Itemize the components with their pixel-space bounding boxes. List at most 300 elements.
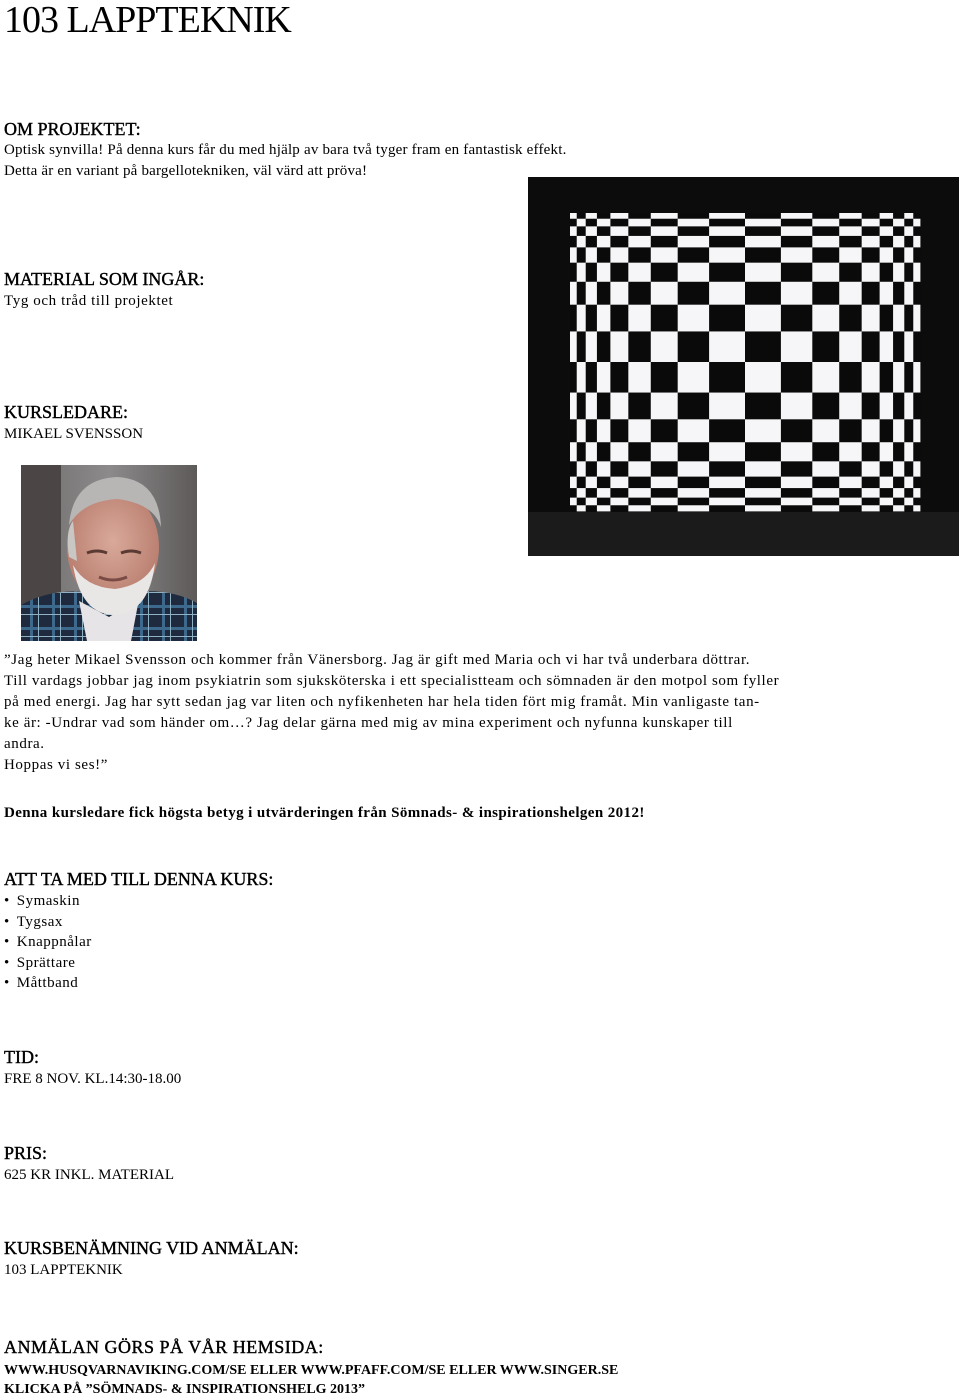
quilt-square	[893, 498, 905, 506]
time-text: FRE 8 NOV. KL.14:30-18.00	[4, 1071, 182, 1087]
quilt-square	[781, 236, 813, 248]
checkerboard-quilt-image	[528, 177, 959, 556]
instructor-name: MIKAEL SVENSSON	[4, 426, 144, 442]
quilt-square	[913, 282, 920, 305]
quilt-square	[610, 505, 628, 511]
quilt-square	[570, 477, 577, 489]
quilt-square	[880, 263, 894, 283]
quilt-square	[913, 362, 920, 393]
registration-urls[interactable]: WWW.HUSQVARNAVIKING.COM/SE ELLER WWW.PFAFF.COM/SE ELLER WWW.SINGER.SE	[4, 1363, 619, 1378]
quilt-square	[812, 236, 839, 248]
quilt-square	[628, 393, 651, 420]
quilt-square	[904, 488, 913, 498]
quilt-square	[597, 477, 611, 489]
quilt-square	[586, 505, 598, 511]
quilt-square	[913, 505, 920, 511]
quilt-square	[904, 498, 913, 506]
quilt-square	[781, 213, 813, 219]
quilt-square	[812, 393, 839, 420]
project-line-2: Detta är en variant på bargellotekniken, väl värd att pröva!	[4, 163, 368, 179]
quilt-square	[862, 236, 880, 248]
quilt-square	[597, 488, 611, 498]
quilt-square	[862, 213, 880, 219]
quilt-square	[904, 213, 913, 219]
quilt-square	[610, 419, 628, 442]
quilt-square	[651, 498, 678, 506]
quilt-square	[586, 488, 598, 498]
quilt-square	[880, 219, 894, 227]
quilt-square	[745, 488, 781, 498]
quilt-square	[597, 236, 611, 248]
quilt-square	[586, 419, 598, 442]
quilt-square	[628, 282, 651, 305]
quilt-square	[628, 305, 651, 332]
quilt-square	[610, 442, 628, 462]
quilt-square	[651, 419, 678, 442]
quilt-square	[812, 442, 839, 462]
quilt-square	[678, 213, 710, 219]
quilt-square	[577, 219, 586, 227]
quilt-square	[812, 488, 839, 498]
quilt-square	[610, 236, 628, 248]
quilt-square	[651, 305, 678, 332]
quilt-square	[880, 226, 894, 236]
quilt-square	[862, 263, 880, 283]
quilt-square	[862, 305, 880, 332]
quilt-square	[678, 477, 710, 489]
quilt-square	[839, 213, 862, 219]
quilt-square	[880, 213, 894, 219]
quilt-square	[651, 477, 678, 489]
quilt-square	[709, 213, 745, 219]
quilt-square	[678, 247, 710, 263]
quilt-square	[610, 331, 628, 362]
quilt-square	[893, 442, 905, 462]
quilt-square	[586, 219, 598, 227]
quilt-square	[577, 236, 586, 248]
quilt-square	[839, 461, 862, 477]
quilt-square	[570, 393, 577, 420]
quilt-square	[628, 219, 651, 227]
quilt-square	[893, 263, 905, 283]
quilt-square	[709, 247, 745, 263]
quilt-square	[597, 305, 611, 332]
quilt-square	[839, 488, 862, 498]
quilt-square	[913, 498, 920, 506]
quilt-square	[597, 226, 611, 236]
quilt-square	[709, 498, 745, 506]
quilt-square	[812, 305, 839, 332]
quilt-square	[839, 442, 862, 462]
quilt-square	[651, 488, 678, 498]
course-name-text: 103 LAPPTEKNIK	[4, 1262, 123, 1278]
quilt-square	[570, 282, 577, 305]
quilt-square	[597, 219, 611, 227]
quilt-square	[839, 236, 862, 248]
quilt-square	[745, 393, 781, 420]
quilt-square	[812, 213, 839, 219]
quilt-square	[904, 236, 913, 248]
quilt-square	[597, 393, 611, 420]
quilt-square	[745, 505, 781, 511]
quilt-square	[570, 219, 577, 227]
quilt-square	[880, 393, 894, 420]
quilt-square	[893, 488, 905, 498]
quilt-square	[812, 477, 839, 489]
quilt-square	[597, 263, 611, 283]
quilt-square	[577, 282, 586, 305]
quilt-square	[812, 219, 839, 227]
page-title: 103 LAPPTEKNIK	[4, 0, 291, 41]
quilt-square	[880, 488, 894, 498]
quilt-square	[586, 477, 598, 489]
quilt-square	[862, 219, 880, 227]
quilt-square	[628, 331, 651, 362]
quilt-square	[577, 477, 586, 489]
quilt-square	[893, 461, 905, 477]
quilt-square	[570, 236, 577, 248]
quilt-square	[628, 505, 651, 511]
quilt-square	[880, 305, 894, 332]
quilt-square	[651, 247, 678, 263]
project-line-1: Optisk synvilla! På denna kurs får du med hjälp av bara två tyger fram en fantastisk effekt.	[4, 142, 567, 158]
quilt-square	[586, 393, 598, 420]
quilt-square	[651, 331, 678, 362]
bring-list	[4, 891, 92, 994]
quilt-square	[904, 419, 913, 442]
quilt-square	[893, 213, 905, 219]
quilt-square	[628, 236, 651, 248]
quilt-square	[745, 419, 781, 442]
quilt-square	[586, 442, 598, 462]
quilt-square	[862, 226, 880, 236]
quilt-square	[812, 331, 839, 362]
quilt-square	[709, 393, 745, 420]
quilt-square	[781, 226, 813, 236]
quilt-square	[812, 247, 839, 263]
quilt-square	[651, 236, 678, 248]
quilt-square	[709, 442, 745, 462]
quilt-square	[628, 442, 651, 462]
quilt-square	[812, 263, 839, 283]
bio-line-1: ”Jag heter Mikael Svensson och kommer från Vänersborg. Jag är gift med Maria och vi har två underbara döttrar.	[4, 652, 751, 668]
quilt-square	[586, 236, 598, 248]
quilt-square	[839, 263, 862, 283]
quilt-square	[812, 419, 839, 442]
registration-heading: ANMÄLAN GÖRS PÅ VÅR HEMSIDA:	[4, 1337, 324, 1357]
quilt-square	[812, 226, 839, 236]
bio-line-4: ke är: -Undrar vad som händer om…? Jag delar gärna med mig av mina experiment och nyfunna kunskaper till	[4, 715, 733, 731]
quilt-photo	[528, 177, 959, 556]
quilt-square	[812, 505, 839, 511]
quilt-square	[913, 488, 920, 498]
quilt-square	[678, 498, 710, 506]
quilt-square	[651, 226, 678, 236]
quilt-square	[745, 236, 781, 248]
quilt-square	[913, 247, 920, 263]
quilt-square	[610, 263, 628, 283]
quilt-square	[678, 362, 710, 393]
quilt-square	[812, 362, 839, 393]
quilt-square	[893, 505, 905, 511]
quilt-square	[781, 419, 813, 442]
quilt-square	[610, 498, 628, 506]
quilt-square	[678, 393, 710, 420]
quilt-square	[597, 461, 611, 477]
quilt-square	[610, 282, 628, 305]
quilt-square	[610, 226, 628, 236]
quilt-square	[893, 226, 905, 236]
quilt-square	[628, 362, 651, 393]
quilt-square	[651, 393, 678, 420]
quilt-square	[862, 247, 880, 263]
quilt-square	[678, 488, 710, 498]
quilt-square	[577, 331, 586, 362]
quilt-square	[577, 226, 586, 236]
quilt-square	[839, 305, 862, 332]
quilt-square	[678, 219, 710, 227]
quilt-square	[577, 442, 586, 462]
quilt-square	[781, 282, 813, 305]
quilt-square	[904, 226, 913, 236]
quilt-square	[781, 488, 813, 498]
quilt-square	[628, 226, 651, 236]
quilt-square	[913, 419, 920, 442]
quilt-square	[709, 362, 745, 393]
quilt-square	[678, 461, 710, 477]
quilt-square	[597, 282, 611, 305]
bio-line-2: Till vardags jobbar jag inom psykiatrin som sjuksköterska i ett specialistteam och sömnaden är den motpol som fyller	[4, 673, 780, 689]
instructor-portrait	[21, 465, 197, 641]
quilt-square	[597, 505, 611, 511]
quilt-square	[577, 362, 586, 393]
quilt-square	[610, 393, 628, 420]
quilt-square	[628, 488, 651, 498]
quilt-square	[745, 362, 781, 393]
price-text: 625 KR INKL. MATERIAL	[4, 1167, 174, 1183]
quilt-square	[651, 362, 678, 393]
quilt-square	[577, 505, 586, 511]
instructor-rating: Denna kursledare fick högsta betyg i utvärderingen från Sömnads- & inspirationshelgen 2012!	[4, 805, 645, 821]
quilt-square	[862, 498, 880, 506]
quilt-square	[904, 505, 913, 511]
quilt-square	[893, 236, 905, 248]
quilt-square	[628, 263, 651, 283]
quilt-square	[781, 505, 813, 511]
quilt-square	[862, 282, 880, 305]
instructor-heading: KURSLEDARE:	[4, 402, 129, 422]
quilt-square	[577, 498, 586, 506]
quilt-square	[781, 263, 813, 283]
quilt-square	[597, 498, 611, 506]
quilt-square	[904, 263, 913, 283]
quilt-square	[893, 282, 905, 305]
quilt-square	[745, 331, 781, 362]
quilt-square	[597, 362, 611, 393]
quilt-square	[628, 498, 651, 506]
time-heading: TID:	[4, 1047, 39, 1067]
quilt-square	[570, 419, 577, 442]
list-item: • Måttband	[4, 973, 92, 994]
quilt-square	[586, 498, 598, 506]
quilt-square	[577, 488, 586, 498]
quilt-square	[880, 505, 894, 511]
quilt-square	[862, 488, 880, 498]
quilt-square	[745, 442, 781, 462]
quilt-square	[839, 505, 862, 511]
quilt-square	[628, 419, 651, 442]
quilt-square	[812, 461, 839, 477]
quilt-square	[651, 505, 678, 511]
quilt-square	[577, 213, 586, 219]
quilt-square	[577, 393, 586, 420]
quilt-square	[628, 461, 651, 477]
quilt-square	[839, 498, 862, 506]
quilt-square	[862, 461, 880, 477]
quilt-square	[893, 419, 905, 442]
quilt-square	[880, 461, 894, 477]
quilt-square	[745, 213, 781, 219]
quilt-square	[570, 213, 577, 219]
quilt-square	[610, 477, 628, 489]
quilt-square	[678, 442, 710, 462]
quilt-square	[781, 498, 813, 506]
quilt-square	[839, 219, 862, 227]
quilt-square	[812, 282, 839, 305]
registration-click: KLICKA PÅ ”SÖMNADS- & INSPIRATIONSHELG 2013”	[4, 1382, 366, 1397]
quilt-square	[781, 461, 813, 477]
quilt-square	[570, 331, 577, 362]
quilt-square	[570, 247, 577, 263]
quilt-square	[839, 226, 862, 236]
bio-line-3: på med energi. Jag har sytt sedan jag var liten och nyfikenheten har hela tiden fört mig framåt. Min vanligaste tan-	[4, 694, 760, 710]
quilt-square	[610, 488, 628, 498]
quilt-square	[839, 282, 862, 305]
quilt-square	[709, 226, 745, 236]
quilt-square	[839, 247, 862, 263]
quilt-square	[651, 213, 678, 219]
quilt-square	[781, 477, 813, 489]
quilt-square	[586, 226, 598, 236]
quilt-square	[862, 505, 880, 511]
quilt-square	[597, 442, 611, 462]
quilt-square	[781, 442, 813, 462]
quilt-square	[913, 393, 920, 420]
quilt-square	[678, 282, 710, 305]
quilt-square	[745, 461, 781, 477]
quilt-square	[745, 226, 781, 236]
quilt-square	[880, 477, 894, 489]
quilt-square	[839, 362, 862, 393]
quilt-square	[745, 305, 781, 332]
quilt-square	[812, 498, 839, 506]
quilt-square	[709, 331, 745, 362]
quilt-square	[913, 236, 920, 248]
quilt-square	[880, 331, 894, 362]
quilt-square	[709, 305, 745, 332]
quilt-square	[577, 247, 586, 263]
quilt-square	[570, 442, 577, 462]
quilt-square	[678, 305, 710, 332]
quilt-square	[709, 477, 745, 489]
quilt-square	[651, 263, 678, 283]
material-heading: MATERIAL SOM INGÅR:	[4, 269, 205, 289]
quilt-square	[880, 247, 894, 263]
quilt-square	[678, 419, 710, 442]
quilt-square	[678, 505, 710, 511]
quilt-square	[651, 442, 678, 462]
quilt-square	[586, 305, 598, 332]
quilt-square	[839, 331, 862, 362]
list-item: • Symaskin	[4, 891, 92, 912]
quilt-square	[709, 282, 745, 305]
quilt-square	[678, 236, 710, 248]
quilt-square	[913, 305, 920, 332]
quilt-square	[628, 213, 651, 219]
quilt-square	[586, 247, 598, 263]
quilt-square	[862, 419, 880, 442]
quilt-square	[709, 505, 745, 511]
quilt-square	[709, 488, 745, 498]
bio-line-6: Hoppas vi ses!”	[4, 757, 108, 773]
quilt-square	[862, 393, 880, 420]
bio-line-5: andra.	[4, 736, 45, 752]
quilt-square	[651, 282, 678, 305]
quilt-square	[880, 362, 894, 393]
quilt-square	[597, 331, 611, 362]
quilt-square	[610, 305, 628, 332]
quilt-square	[610, 219, 628, 227]
quilt-square	[570, 488, 577, 498]
quilt-square	[893, 477, 905, 489]
list-item: • Tygsax	[4, 912, 92, 933]
quilt-square	[678, 226, 710, 236]
quilt-square	[913, 477, 920, 489]
quilt-square	[745, 263, 781, 283]
quilt-square	[745, 477, 781, 489]
quilt-square	[880, 236, 894, 248]
quilt-square	[570, 263, 577, 283]
quilt-square	[651, 219, 678, 227]
quilt-square	[570, 305, 577, 332]
quilt-square	[893, 219, 905, 227]
quilt-square	[628, 477, 651, 489]
quilt-square	[570, 498, 577, 506]
quilt-square	[570, 362, 577, 393]
quilt-square	[904, 331, 913, 362]
quilt-square	[913, 263, 920, 283]
quilt-square	[893, 247, 905, 263]
quilt-square	[597, 213, 611, 219]
price-heading: PRIS:	[4, 1143, 48, 1163]
quilt-square	[913, 213, 920, 219]
quilt-square	[597, 247, 611, 263]
quilt-square	[781, 219, 813, 227]
quilt-square	[880, 442, 894, 462]
quilt-square	[586, 263, 598, 283]
quilt-square	[893, 305, 905, 332]
quilt-square	[745, 219, 781, 227]
quilt-square	[586, 331, 598, 362]
quilt-square	[904, 442, 913, 462]
quilt-square	[628, 247, 651, 263]
quilt-square	[904, 461, 913, 477]
quilt-square	[904, 219, 913, 227]
quilt-square	[651, 461, 678, 477]
quilt-square	[839, 477, 862, 489]
quilt-square	[904, 305, 913, 332]
bring-heading: ATT TA MED TILL DENNA KURS:	[4, 869, 274, 889]
